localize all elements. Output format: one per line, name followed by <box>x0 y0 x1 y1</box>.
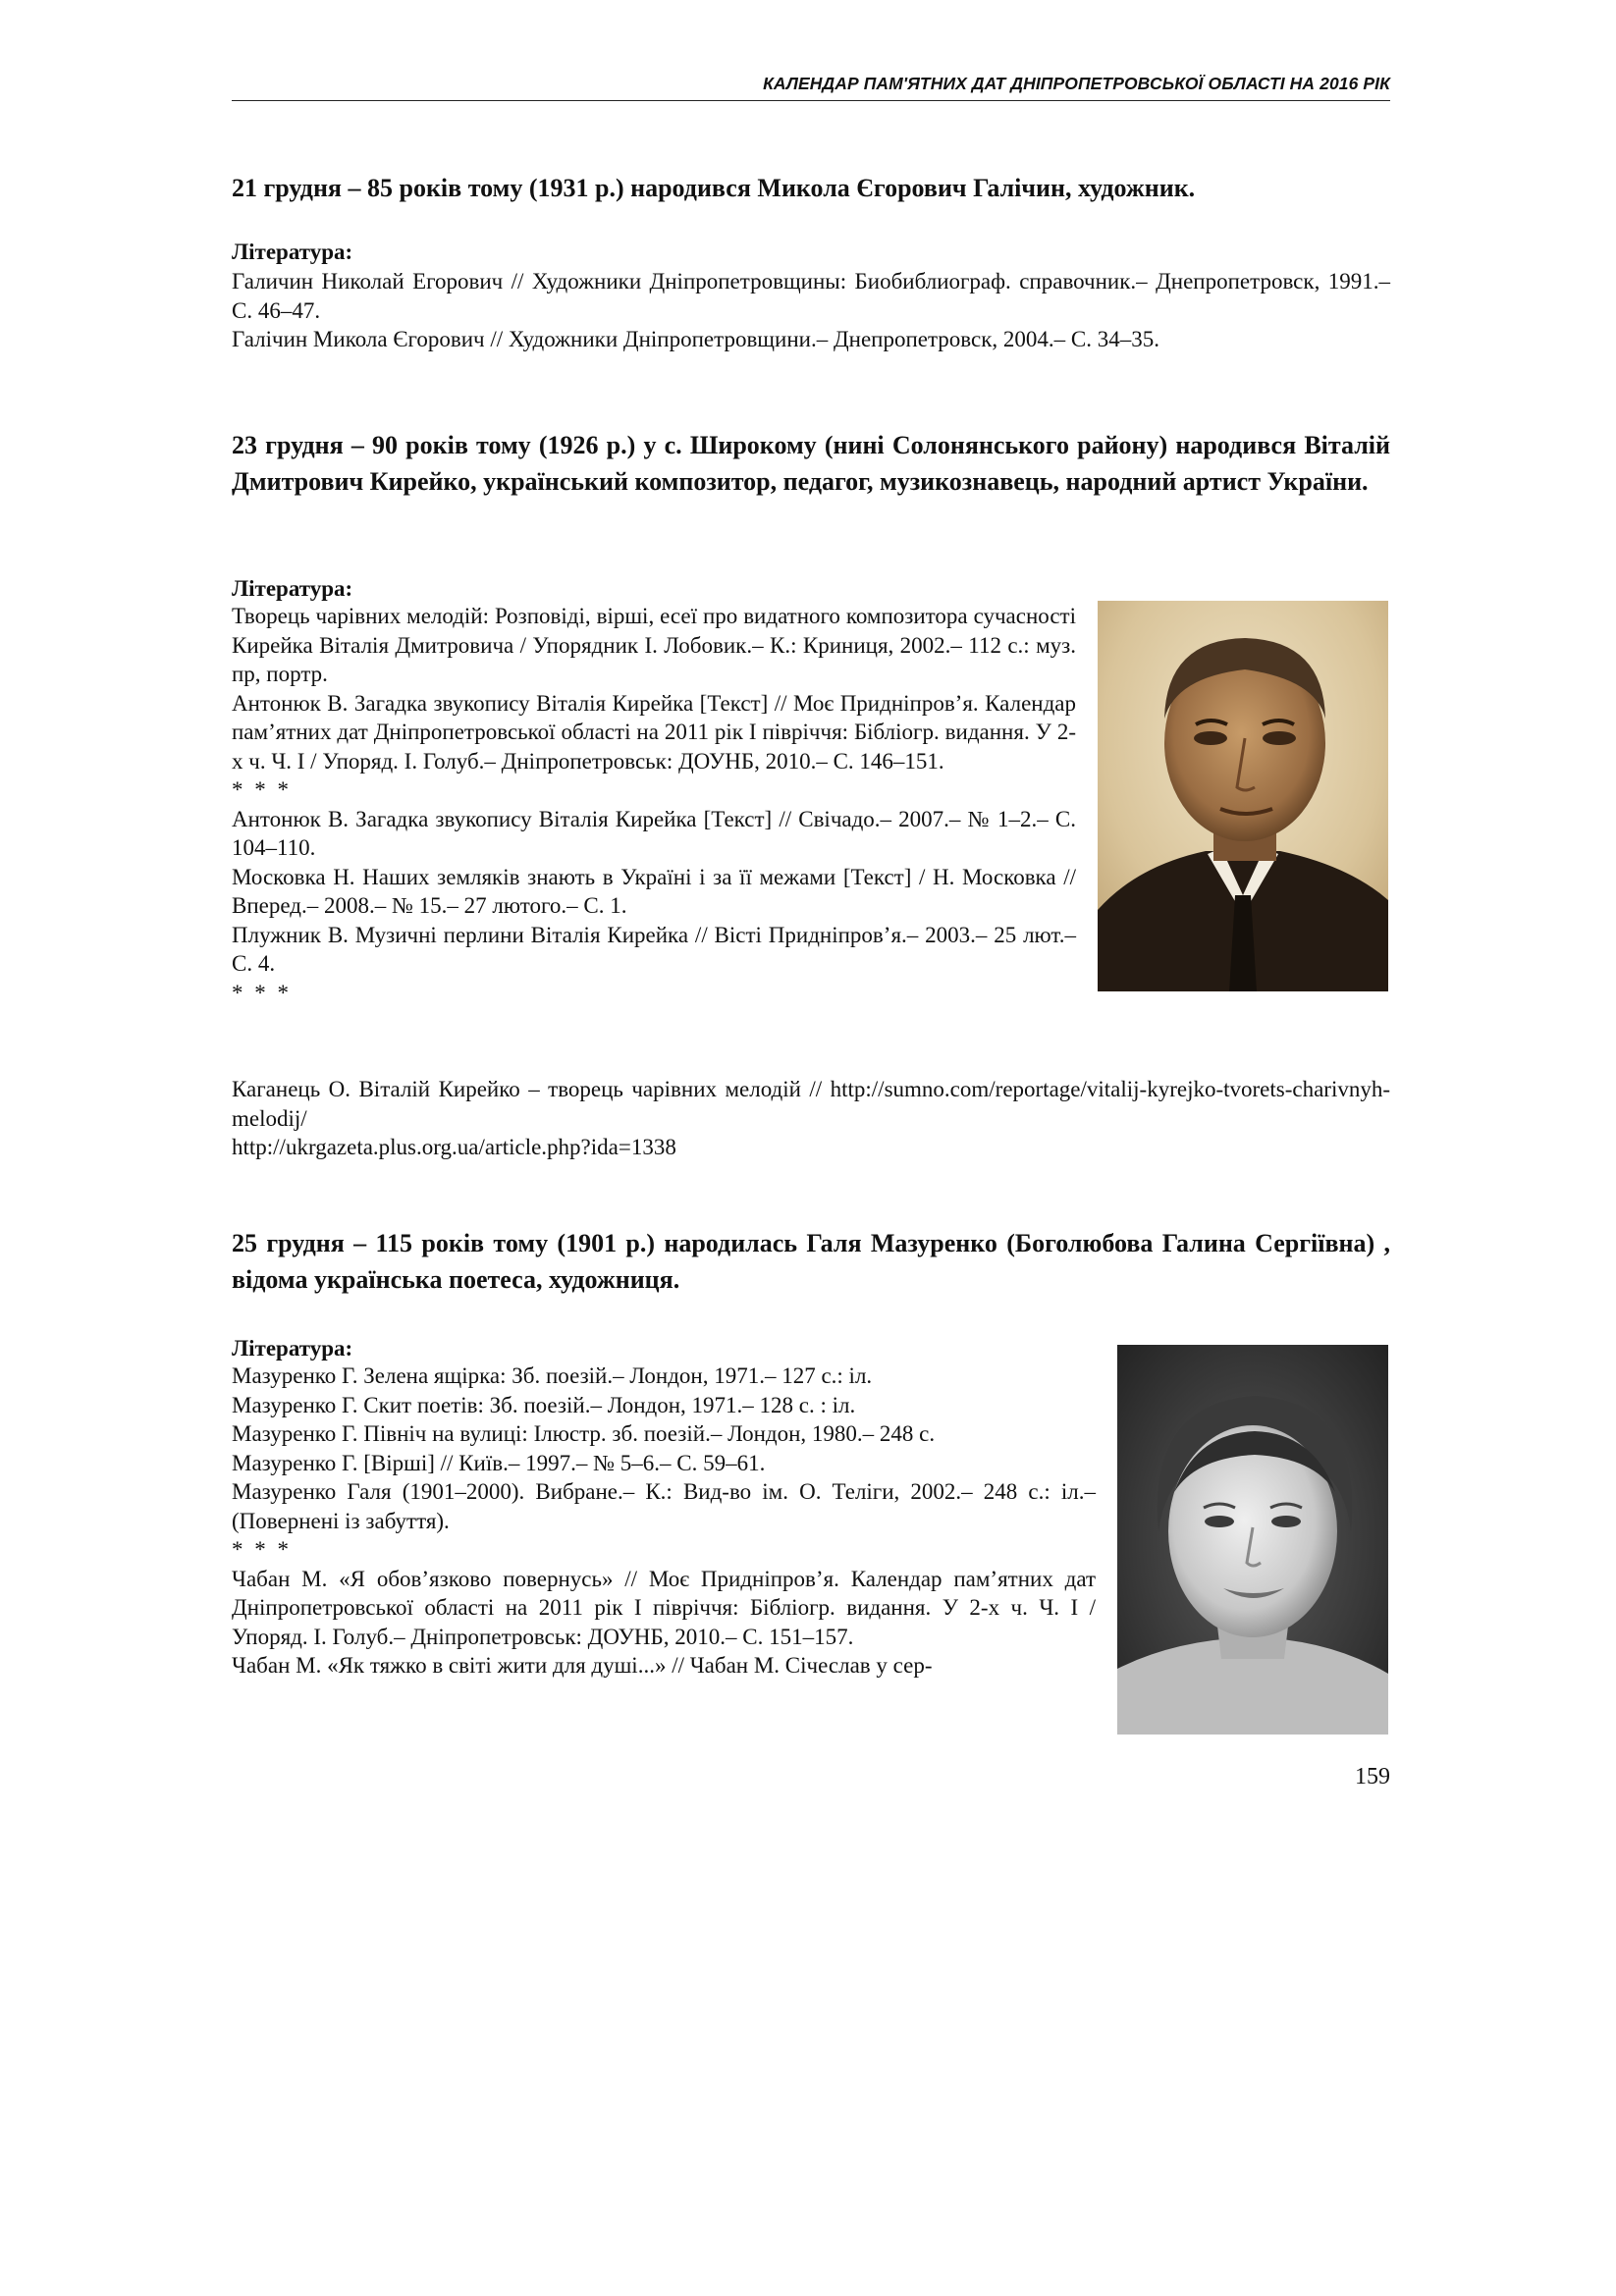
reference-item: Чабан М. «Як тяжко в світі жити для душі...» // Чабан М. Січеслав у сер- <box>232 1653 933 1678</box>
separator-stars: * * * <box>232 777 292 802</box>
reference-item: Московка Н. Наших земляків знають в Україні і за її межами [Текст] / Н. Московка // Вперед.– 2008.– № 15.– 27 лютого.– С. 1. <box>232 864 1076 918</box>
reference-list <box>232 602 1076 1007</box>
reference-item: Галичин Николай Егорович // Художники Дніпропетровщины: Биобиблиограф. справочник.– Днепропетровск, 1991.– С. 46–47. <box>232 269 1390 323</box>
reference-link[interactable]: Каганець О. Віталій Кирейко – творець чарівних мелодій // http://sumno.com/reportage/vitalij-kyrejko-tvorets-charivnyh-melodij/ <box>232 1077 1390 1131</box>
running-header: КАЛЕНДАР ПАМ'ЯТНИХ ДАТ ДНІПРОПЕТРОВСЬКОЇ ОБЛАСТІ НА 2016 РІК <box>763 74 1390 93</box>
reference-item: Чабан М. «Я обов’язково повернусь» // Моє Придніпров’я. Календар пам’ятних дат Дніпропетровської області на 2011 рік І півріччя: Бібліогр. видання. У 2-х ч. Ч. І / Упоряд. І. Голуб.– Дніпропетровськ: ДОУНБ, 2010.– С. 151–157. <box>232 1566 1096 1649</box>
reference-list <box>232 1362 1096 1681</box>
reference-item: Мазуренко Галя (1901–2000). Вибране.– К.: Вид-во ім. О. Теліги, 2002.– 248 с.: іл.– (Повернені із забуття). <box>232 1479 1096 1533</box>
reference-item: Антонюк В. Загадка звукопису Віталія Кирейка [Текст] // Моє Придніпров’я. Календар пам’ятних дат Дніпропетровської області на 2011 рік І півріччя: Бібліогр. видання. У 2-х ч. Ч. І / Упоряд. І. Голуб.– Дніпропетровськ: ДОУНБ, 2010.– С. 146–151. <box>232 690 1076 774</box>
entry-title-kyreiko: 23 грудня – 90 років тому (1926 р.) у с. Широкому (нині Солонянського району) народився Віталій Дмитрович Кирейко, український композитор, педагог, музикознавець, народний артист України. <box>232 431 1390 496</box>
reference-item: Мазуренко Г. Північ на вулиці: Ілюстр. зб. поезій.– Лондон, 1980.– 248 с. <box>232 1421 936 1446</box>
separator-stars: * * * <box>232 1537 292 1562</box>
reference-item: Галічин Микола Єгорович // Художники Дніпропетровщини.– Днепропетровск, 2004.– С. 34–35. <box>232 327 1160 351</box>
reference-item: Антонюк В. Загадка звукопису Віталія Кирейка [Текст] // Свічадо.– 2007.– № 1–2.– С. 104–110. <box>232 806 1076 860</box>
separator-stars: * * * <box>232 980 292 1005</box>
literature-heading: Література: <box>232 240 353 264</box>
portrait-mazurenko-photo <box>1117 1345 1388 1735</box>
header-rule <box>232 100 1390 101</box>
entry-title-galichin: 21 грудня – 85 років тому (1931 р.) народився Микола Єгорович Галічин, художник. <box>232 174 1196 202</box>
reference-list <box>232 267 1390 354</box>
reference-item: Мазуренко Г. Зелена ящірка: Зб. поезій.– Лондон, 1971.– 127 с.: іл. <box>232 1363 873 1388</box>
reference-item: Плужник В. Музичні перлини Віталія Кирейка // Вісті Придніпров’я.– 2003.– 25 лют.– С. 4. <box>232 922 1076 976</box>
reference-list-links <box>232 1075 1390 1162</box>
reference-item: Мазуренко Г. [Вірші] // Київ.– 1997.– № 5–6.– С. 59–61. <box>232 1450 766 1475</box>
page-number: 159 <box>1355 1764 1390 1789</box>
reference-link[interactable]: http://ukrgazeta.plus.org.ua/article.php?ida=1338 <box>232 1135 676 1159</box>
literature-heading: Література: <box>232 1336 353 1361</box>
literature-heading: Література: <box>232 576 353 601</box>
reference-item: Творець чарівних мелодій: Розповіді, вірші, есеї про видатного композитора сучасності Кирейка Віталія Дмитровича / Упорядник І. Лобовик.– К.: Криниця, 2002.– 112 с.: муз. пр, портр. <box>232 604 1076 686</box>
entry-title-mazurenko: 25 грудня – 115 років тому (1901 р.) народилась Галя Мазуренко (Боголюбова Галина Сергіївна) , відома українська поетеса, художниця. <box>232 1229 1390 1294</box>
reference-item: Мазуренко Г. Скит поетів: Зб. поезій.– Лондон, 1971.– 128 с. : іл. <box>232 1392 856 1417</box>
portrait-kyreiko-photo <box>1098 601 1388 991</box>
